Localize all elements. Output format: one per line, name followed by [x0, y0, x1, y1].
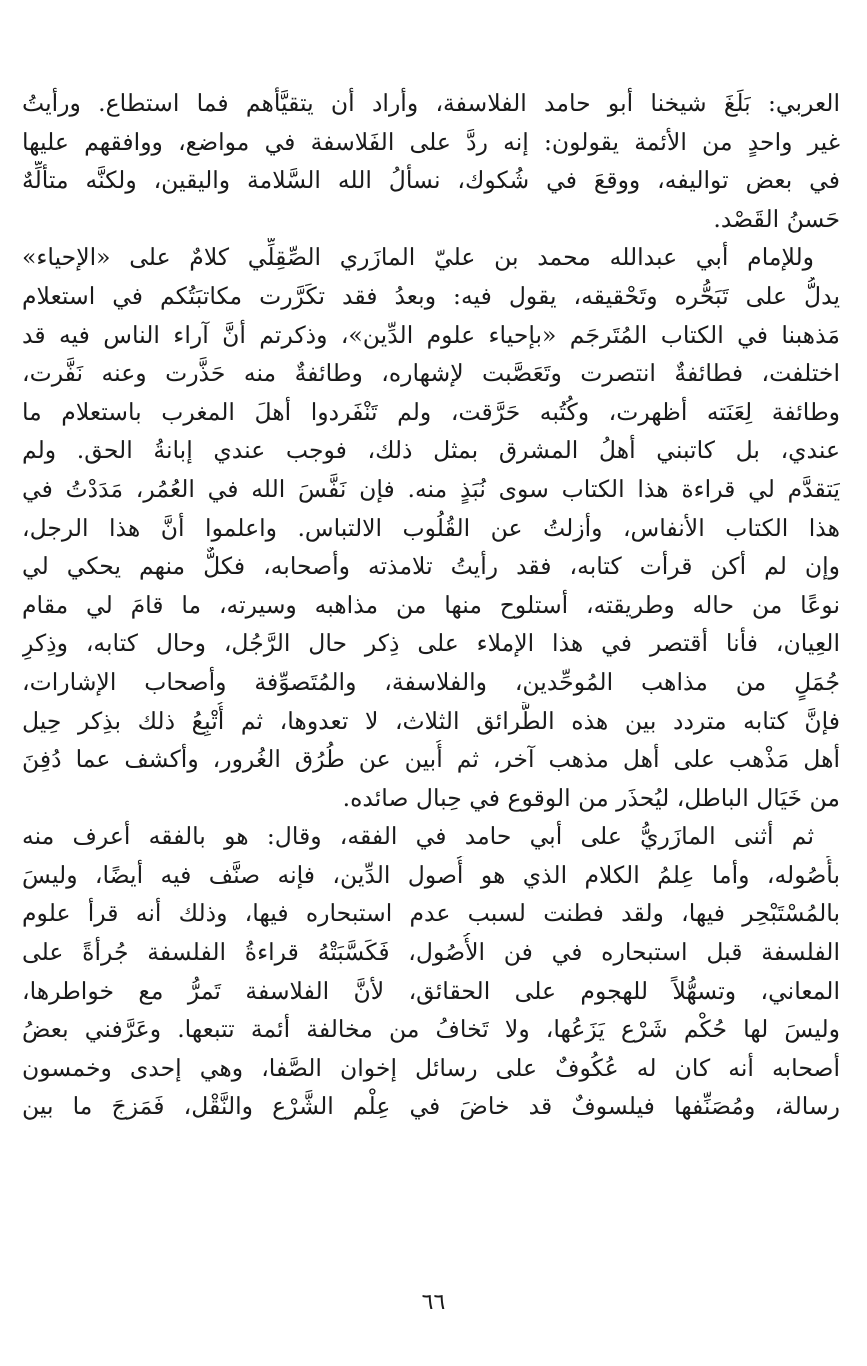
text-line: حَسنُ القَصْد.	[713, 204, 840, 233]
text-line: هذا الكتاب الأنفاس، وأزلتُ عن القُلُوب الالتباس. واعلموا أنَّ هذا الرجل،	[22, 513, 840, 542]
text-line: أصحابه أنه كان له عُكُوفٌ على رسائل إخوان الصَّفا، وهي إحدى وخمسون	[22, 1053, 840, 1082]
text-line: وطائفة لِعَنَته أظهرت، وكُتُبه حَرَّقت، ولم تَنْفَردوا أهلَ المغرب باستعلام ما	[22, 397, 840, 426]
text-line: اختلفت، فطائفةٌ انتصرت وتَعَصَّبت لإشهاره، وطائفةٌ منه حَذَّرت وعنه نَفَّرت،	[22, 359, 840, 388]
text-line: عندي، بل كاتبني أهلُ المشرق بمثل ذلك، فوجب عندي إبانةُ الحق. ولم	[22, 436, 840, 465]
text-line: أهل مَذْهب على أهل مذهب آخر، ثم أُبين عن طُرُق الغُرور، وأكشف عما دُفِنَ	[22, 745, 840, 774]
text-line: مَذهبنا في الكتاب المُتَرجَم «بإحياء علوم الدِّين»، وذكرتم أنَّ آراء الناس فيه قد	[22, 320, 840, 349]
text-line: جُمَلٍ من مذاهب المُوحِّدين، والفلاسفة، والمُتَصوِّفة وأصحاب الإشارات،	[22, 667, 840, 696]
text-line: وللإمام أبي عبدالله محمد بن عليّ المازَري الصِّقِلِّي كلامٌ على «الإحياء»	[22, 243, 814, 272]
text-line: وليسَ لها حُكْم شَرْع يَزَعُها، ولا تَخافُ من مخالفة أئمة تتبعها. وعَرَّفني بعضُ	[22, 1015, 840, 1044]
text-line: وإن لم أكن قرأت كتابه، فقد رأيتُ تلامذته وأصحابه، فكلٌّ منهم يحكي لي	[22, 552, 840, 581]
text-line: يدلُّ على تَبَحُّره وتَحْقيقه، يقول فيه: وبعدُ فقد تكَرَّرت مكاتبَتُكم في استعلام	[22, 281, 840, 310]
text-line: من خَيَال الباطل، ليُحذَر من الوقوع في حِبال صائده.	[342, 783, 840, 812]
page-number: ٦٦	[421, 1290, 446, 1315]
body-text	[22, 84, 840, 1126]
text-line: المعاني، وتسهُّلاً للهجوم على الحقائق، لأنَّ الفلاسفة تَمرُّ مع خواطرها،	[22, 976, 840, 1005]
text-line: الفلسفة قبل استبحاره في فن الأُصُول، فَكَسَّبَتْهُ قراءةُ الفلسفة جُرأةً على	[22, 938, 840, 967]
text-line: ثم أثنى المازَريُّ على أبي حامد في الفقه، وقال: هو بالفقه أعرف منه	[22, 822, 814, 851]
text-line: بأُصُوله، وأما عِلمُ الكلام الذي هو أُصول الدِّين، فإنه صنَّف فيه أيضًا، وليسَ	[22, 860, 840, 889]
text-line: فإنَّ كتابه متردد بين هذه الطَّرائق الثلاث، لا تعدوها، ثم أُتْبِعُ ذلك بذِكر حِيل	[22, 706, 840, 735]
text-line: نوعًا من حاله وطريقته، أستلوح منها من مذاهبه وسيرته، ما قامَ لي مقام	[22, 590, 840, 619]
text-line: في بعض تواليفه، ووقعَ في شُكوك، نسألُ الله السَّلامة واليقين، ولكنَّه متألِّهٌ	[22, 166, 840, 195]
text-line: العربي: بَلَغَ شيخنا أبو حامد الفلاسفة، وأراد أن يتقيَّأهم فما استطاع. ورأيتُ	[22, 89, 840, 117]
text-line: غير واحدٍ من الأئمة يقولون: إنه ردَّ على الفَلاسفة في مواضع، ووافقهم عليها	[22, 127, 840, 156]
text-line: العِيان، فأنا أقتصر في هذا الإملاء على ذِكر حال الرَّجُل، وحال كتابه، وذِكرِ	[22, 629, 840, 658]
text-line: يَتقدَّم لي قراءة هذا الكتاب سوى نُبَذٍ منه. فإن نَفَّسَ الله في العُمُر، مَدَدْتُ في	[22, 474, 840, 503]
text-line: بالمُسْتَبْحِر فيها، ولقد فطنت لسبب عدم استبحاره فيها، وذلك أنه قرأ علوم	[22, 899, 840, 928]
text-line: رسالة، ومُصَنِّفها فيلسوفٌ قد خاضَ في عِلْم الشَّرْع والنَّقْل، فَمَزجَ ما بين	[22, 1092, 840, 1121]
